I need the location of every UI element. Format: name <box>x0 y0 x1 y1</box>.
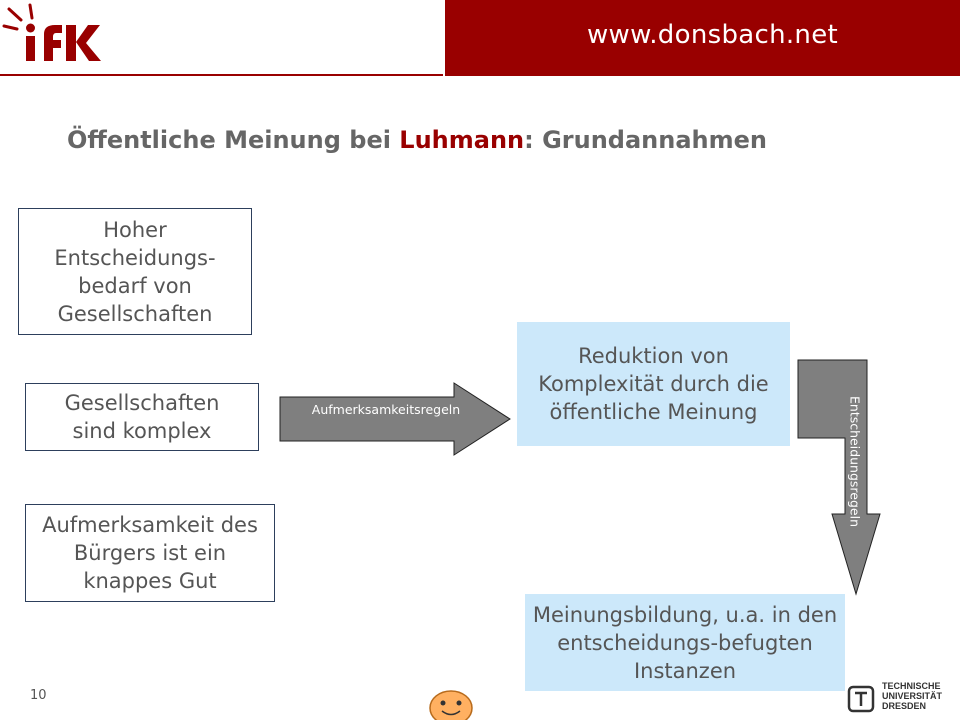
tu-line-3: DRESDEN <box>882 701 927 711</box>
box-meinungsbildung-text: Meinungsbildung, u.a. in den entscheidungs-befugten Instanzen <box>532 602 838 683</box>
horizontal-arrow <box>280 383 510 455</box>
bent-arrow <box>798 360 880 594</box>
vertical-arrow-label: Entscheidungsregeln <box>847 396 863 527</box>
title-part-1: Öffentliche Meinung bei <box>67 126 400 154</box>
box-entscheidungsbedarf-text: Hoher Entscheidungs-bedarf von Gesellschaften <box>54 217 216 326</box>
box-gesellschaften-komplex-text: Gesellschaften sind komplex <box>64 391 220 443</box>
title-part-2: : Grundannahmen <box>524 126 767 154</box>
box-aufmerksamkeit-text: Aufmerksamkeit des Bürgers ist ein knappes Gut <box>42 513 258 593</box>
box-reduktion-text: Reduktion von Komplexität durch die öffentliche Meinung <box>538 344 769 424</box>
page-number: 10 <box>30 688 47 703</box>
header-url[interactable]: www.donsbach.net <box>586 20 838 50</box>
tu-line-1: TECHNISCHE <box>882 681 941 691</box>
tu-line-2: UNIVERSITÄT <box>882 691 943 701</box>
smiley-face-icon <box>426 688 476 720</box>
horizontal-arrow-label: Aufmerksamkeitsregeln <box>311 402 461 417</box>
title-highlight: Luhmann <box>399 126 525 154</box>
tu-dresden-wordmark <box>882 681 942 711</box>
